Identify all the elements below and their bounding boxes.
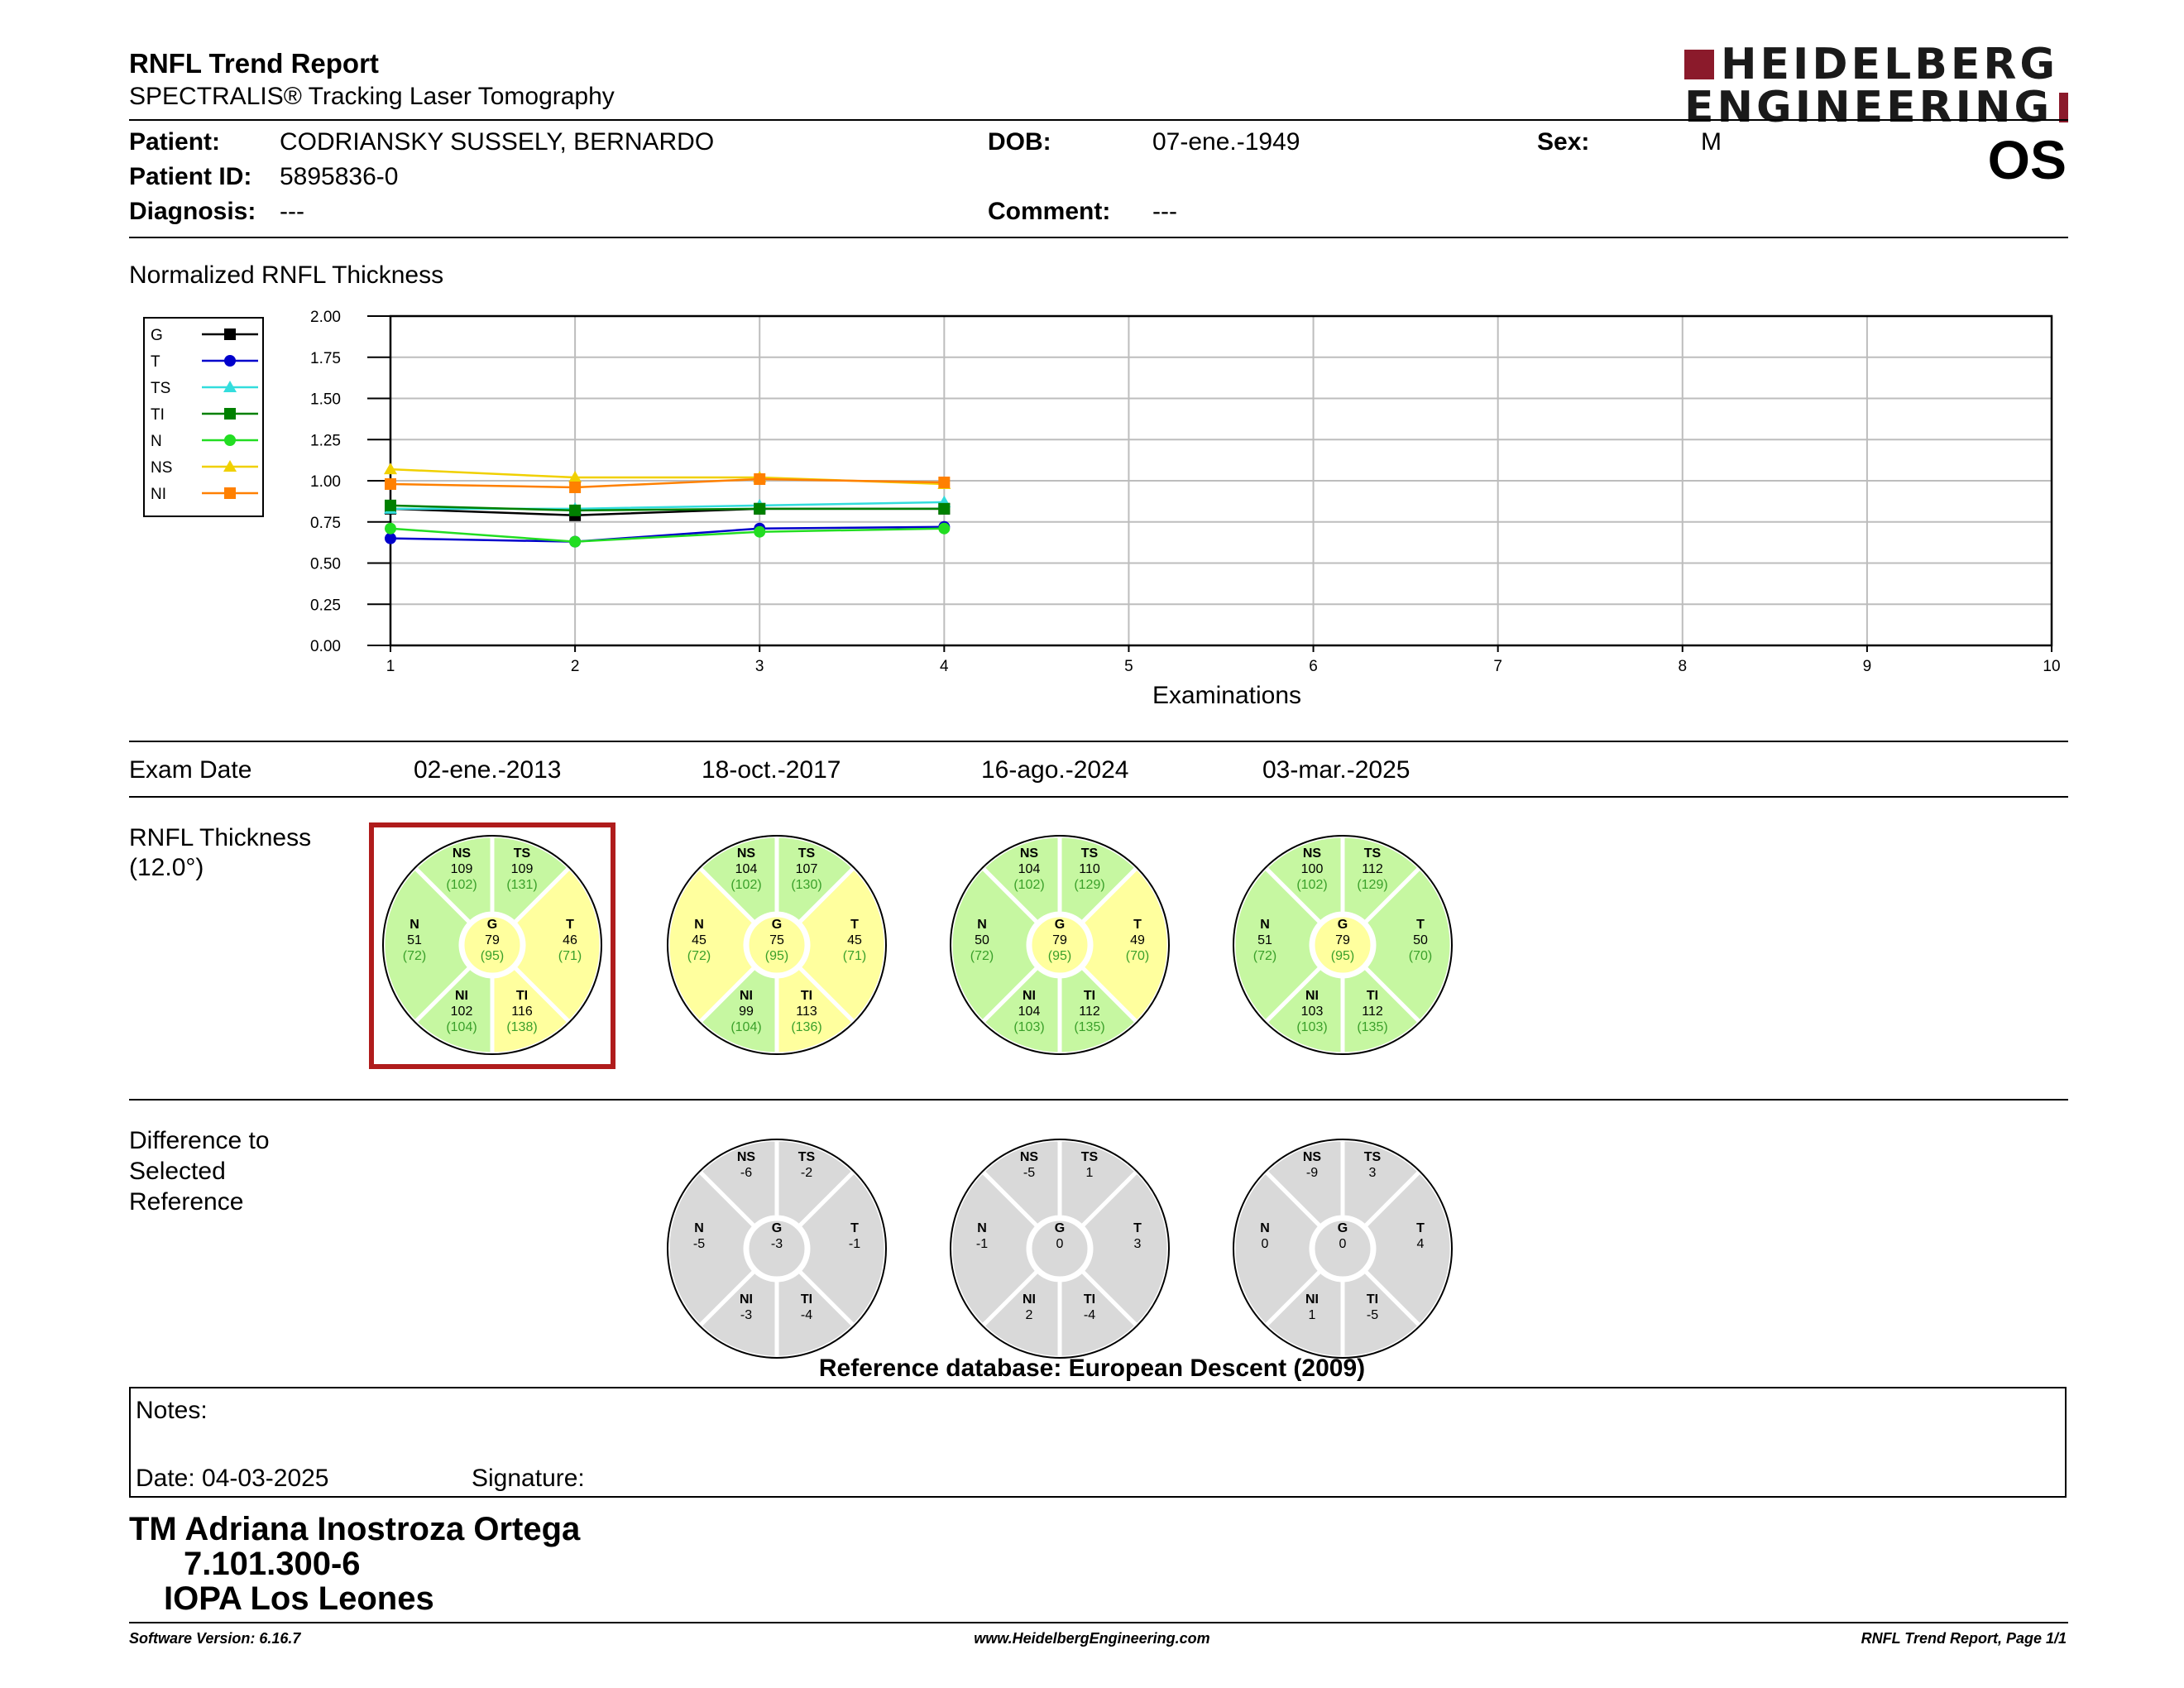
sector-normal: (130) — [791, 878, 822, 892]
sector-value: 45 — [847, 933, 862, 947]
sector-name: T — [850, 918, 859, 932]
x-tick-label: 9 — [1862, 658, 1872, 675]
sector-normal: (104) — [446, 1020, 477, 1034]
y-tick-label: 0.00 — [310, 638, 341, 655]
thickness-circle — [1233, 836, 1452, 1054]
sector-value: 0 — [1339, 1237, 1347, 1251]
sector-value: 46 — [563, 933, 577, 947]
sector-value: 0 — [1056, 1237, 1064, 1251]
difference-label-3: Reference — [129, 1188, 244, 1216]
sector-normal: (131) — [506, 878, 538, 892]
sector-name: T — [1416, 918, 1425, 932]
sector-value: 112 — [1079, 1005, 1100, 1019]
sector-value: 79 — [1335, 933, 1350, 947]
sector-name: NI — [455, 989, 468, 1003]
sector-value: 0 — [1261, 1237, 1269, 1251]
sector-name: TS — [1363, 846, 1382, 861]
software-version: Software Version: 6.16.7 — [129, 1630, 301, 1647]
sector-value: -1 — [975, 1237, 989, 1251]
thickness-circle — [383, 836, 601, 1054]
sector-normal: (95) — [1330, 949, 1355, 963]
sector-name: G — [1337, 918, 1348, 932]
x-tick-label: 4 — [940, 658, 949, 675]
legend-label: TI — [151, 406, 165, 424]
y-tick-label: 0.50 — [310, 555, 341, 573]
signature-label: Signature: — [472, 1465, 585, 1492]
y-tick-label: 1.25 — [310, 432, 341, 450]
y-tick-label: 1.50 — [310, 391, 341, 409]
sector-name: N — [1260, 918, 1270, 932]
report-title: RNFL Trend Report — [129, 48, 379, 79]
sector-name: NS — [736, 846, 756, 861]
sector-value: -5 — [1366, 1308, 1379, 1322]
thickness-angle: (12.0°) — [129, 854, 204, 881]
sector-normal: (104) — [730, 1020, 762, 1034]
sector-value: 110 — [1079, 862, 1100, 876]
sector-name: TI — [1083, 1292, 1096, 1307]
sector-value: 1 — [1308, 1308, 1316, 1322]
sector-normal: (103) — [1013, 1020, 1045, 1034]
difference-circle — [1233, 1139, 1452, 1358]
sector-value: -4 — [1083, 1308, 1096, 1322]
sex-label: Sex: — [1537, 128, 1590, 156]
sector-normal: (72) — [402, 949, 427, 963]
sector-value: 51 — [1257, 933, 1272, 947]
eye-indicator: OS — [1987, 129, 2067, 190]
sector-name: N — [977, 918, 987, 932]
x-tick-label: 3 — [754, 658, 764, 675]
diagnosis-value: --- — [280, 198, 304, 225]
report-subtitle: SPECTRALIS® Tracking Laser Tomography — [129, 83, 615, 110]
sector-value: -6 — [740, 1166, 753, 1180]
sector-name: TI — [1366, 989, 1379, 1003]
sector-name: NI — [1023, 989, 1036, 1003]
exam-date: 18-oct.-2017 — [702, 756, 841, 784]
exam-date-label: Exam Date — [129, 756, 252, 784]
sector-name: TS — [1080, 846, 1099, 861]
legend-label: NS — [151, 459, 173, 477]
patient-name: CODRIANSKY SUSSELY, BERNARDO — [280, 128, 715, 156]
sector-normal: (138) — [506, 1020, 538, 1034]
difference-label-1: Difference to — [129, 1127, 270, 1154]
comment-value: --- — [1152, 198, 1177, 225]
sector-value: 50 — [1413, 933, 1428, 947]
sector-value: 107 — [795, 862, 818, 876]
difference-circle — [668, 1139, 886, 1358]
patient-id-label: Patient ID: — [129, 163, 252, 190]
sector-value: 100 — [1300, 862, 1324, 876]
sector-value: 102 — [450, 1005, 473, 1019]
sector-name: TI — [1366, 1292, 1379, 1307]
sector-value: 104 — [1018, 862, 1041, 876]
sector-normal: (136) — [791, 1020, 822, 1034]
legend-label: T — [151, 353, 160, 371]
x-tick-label: 2 — [570, 658, 580, 675]
sector-name: T — [566, 918, 574, 932]
sector-name: NI — [1023, 1292, 1036, 1307]
sector-normal: (102) — [1296, 878, 1328, 892]
sector-value: 1 — [1085, 1166, 1094, 1180]
sector-name: TI — [800, 989, 813, 1003]
sector-value: -5 — [692, 1237, 706, 1251]
sector-name: NS — [1019, 1150, 1039, 1164]
sector-name: NS — [1019, 846, 1039, 861]
sector-value: -5 — [1023, 1166, 1036, 1180]
difference-label-2: Selected — [129, 1158, 226, 1185]
sector-value: 104 — [735, 862, 758, 876]
sector-name: TS — [513, 846, 531, 861]
patient-label: Patient: — [129, 128, 221, 156]
sector-name: T — [1416, 1221, 1425, 1235]
thickness-circle — [951, 836, 1169, 1054]
x-tick-label: 6 — [1309, 658, 1318, 675]
sector-value: 50 — [975, 933, 989, 947]
sector-normal: (95) — [480, 949, 505, 963]
sector-name: G — [486, 918, 498, 932]
y-tick-label: 0.75 — [310, 514, 341, 532]
sector-value: 109 — [450, 862, 473, 876]
thickness-circle — [668, 836, 886, 1054]
website-link[interactable]: www.HeidelbergEngineering.com — [974, 1630, 1210, 1647]
x-axis-label: Examinations — [1152, 682, 1302, 709]
legend-label: TS — [151, 380, 171, 397]
sector-normal: (95) — [764, 949, 789, 963]
sector-normal: (103) — [1296, 1020, 1328, 1034]
sector-name: NS — [1302, 846, 1322, 861]
sector-name: TI — [800, 1292, 813, 1307]
dob-label: DOB: — [988, 128, 1051, 156]
logo-line2: ENGINEERING — [1684, 83, 2053, 132]
sector-value: -4 — [800, 1308, 813, 1322]
sector-value: 49 — [1130, 933, 1145, 947]
sector-value: -2 — [800, 1166, 813, 1180]
thickness-circles — [383, 836, 1452, 1054]
sector-name: TI — [1083, 989, 1096, 1003]
sector-name: T — [1133, 918, 1142, 932]
sector-name: N — [1260, 1221, 1270, 1235]
sector-normal: (71) — [842, 949, 867, 963]
x-tick-label: 10 — [2043, 658, 2061, 675]
exam-date: 16-ago.-2024 — [981, 756, 1129, 784]
sector-value: -1 — [848, 1237, 861, 1251]
sector-normal: (70) — [1125, 949, 1150, 963]
sector-value: 99 — [739, 1005, 754, 1019]
sector-name: G — [1054, 1221, 1066, 1235]
sector-name: NI — [740, 989, 753, 1003]
sector-name: G — [1337, 1221, 1348, 1235]
sector-name: TI — [515, 989, 529, 1003]
sector-value: 79 — [1052, 933, 1067, 947]
sector-name: NI — [740, 1292, 753, 1307]
y-tick-label: 1.00 — [310, 473, 341, 491]
patient-id-value: 5895836-0 — [280, 163, 399, 190]
sector-value: 3 — [1368, 1166, 1377, 1180]
sector-normal: (102) — [1013, 878, 1045, 892]
sector-value: 51 — [407, 933, 422, 947]
exam-date: 02-ene.-2013 — [414, 756, 562, 784]
sector-value: 45 — [692, 933, 706, 947]
sector-normal: (102) — [446, 878, 477, 892]
notes-date: Date: 04-03-2025 — [136, 1465, 329, 1492]
sector-name: T — [1133, 1221, 1142, 1235]
thickness-divider — [129, 1099, 2068, 1101]
sector-value: 103 — [1300, 1005, 1324, 1019]
sector-name: NS — [1302, 1150, 1322, 1164]
sector-value: 75 — [769, 933, 784, 947]
x-tick-label: 7 — [1493, 658, 1502, 675]
comment-label: Comment: — [988, 198, 1111, 225]
sector-name: G — [771, 1221, 783, 1235]
sector-value: 116 — [511, 1005, 533, 1019]
reference-database: Reference database: European Descent (2009) — [818, 1355, 1366, 1382]
institution: IOPA Los Leones — [164, 1580, 434, 1617]
sector-value: 112 — [1362, 862, 1383, 876]
x-tick-label: 5 — [1124, 658, 1133, 675]
dob-value: 07-ene.-1949 — [1152, 128, 1300, 156]
sector-name: T — [850, 1221, 859, 1235]
sector-normal: (72) — [687, 949, 711, 963]
sector-normal: (95) — [1047, 949, 1072, 963]
legend-label: G — [151, 327, 163, 344]
sector-normal: (129) — [1357, 878, 1388, 892]
notes-label: Notes: — [136, 1397, 208, 1424]
page-number: RNFL Trend Report, Page 1/1 — [1861, 1630, 2067, 1647]
legend-label: NI — [151, 486, 166, 503]
diagnosis-label: Diagnosis: — [129, 198, 256, 225]
logo-line1: HEIDELBERG — [1721, 40, 2059, 89]
sector-value: -3 — [770, 1237, 783, 1251]
sector-name: TS — [1080, 1150, 1099, 1164]
notes-box[interactable] — [129, 1387, 2067, 1498]
thickness-label: RNFL Thickness — [129, 824, 312, 851]
technician-name: TM Adriana Inostroza Ortega — [129, 1511, 581, 1547]
x-tick-label: 1 — [386, 658, 395, 675]
sector-normal: (102) — [730, 878, 762, 892]
sector-name: NI — [1305, 1292, 1319, 1307]
sector-value: 4 — [1416, 1237, 1425, 1251]
technician-id: 7.101.300-6 — [184, 1546, 361, 1582]
sector-value: 109 — [510, 862, 534, 876]
sector-value: 104 — [1018, 1005, 1041, 1019]
exam-date: 03-mar.-2025 — [1262, 756, 1410, 784]
sector-normal: (72) — [970, 949, 994, 963]
sector-value: 113 — [796, 1005, 817, 1019]
sector-name: N — [977, 1221, 987, 1235]
difference-circle — [951, 1139, 1169, 1358]
sector-value: 3 — [1133, 1237, 1142, 1251]
y-tick-label: 0.25 — [310, 597, 341, 615]
sector-name: TS — [1363, 1150, 1382, 1164]
sector-name: G — [1054, 918, 1066, 932]
sector-value: 2 — [1025, 1308, 1033, 1322]
sector-name: N — [694, 1221, 704, 1235]
sector-name: NI — [1305, 989, 1319, 1003]
sector-name: NS — [452, 846, 472, 861]
sector-normal: (70) — [1408, 949, 1433, 963]
sector-normal: (129) — [1074, 878, 1105, 892]
sector-name: N — [694, 918, 704, 932]
sector-name: TS — [797, 1150, 816, 1164]
y-tick-label: 2.00 — [310, 309, 341, 326]
sector-name: N — [410, 918, 419, 932]
sector-normal: (72) — [1252, 949, 1277, 963]
sex-value: M — [1701, 128, 1722, 156]
sector-value: -3 — [740, 1308, 753, 1322]
sector-value: 79 — [485, 933, 500, 947]
sector-normal: (71) — [558, 949, 582, 963]
sector-normal: (135) — [1074, 1020, 1105, 1034]
sector-value: -9 — [1305, 1166, 1319, 1180]
sector-name: TS — [797, 846, 816, 861]
difference-circles — [668, 1139, 1452, 1358]
sector-name: G — [771, 918, 783, 932]
x-tick-label: 8 — [1678, 658, 1688, 675]
footer-divider — [129, 1622, 2068, 1623]
chart-title: Normalized RNFL Thickness — [129, 261, 444, 289]
sector-name: NS — [736, 1150, 756, 1164]
y-tick-label: 1.75 — [310, 349, 341, 367]
sector-value: 112 — [1362, 1005, 1383, 1019]
legend-label: N — [151, 433, 162, 450]
sector-normal: (135) — [1357, 1020, 1388, 1034]
